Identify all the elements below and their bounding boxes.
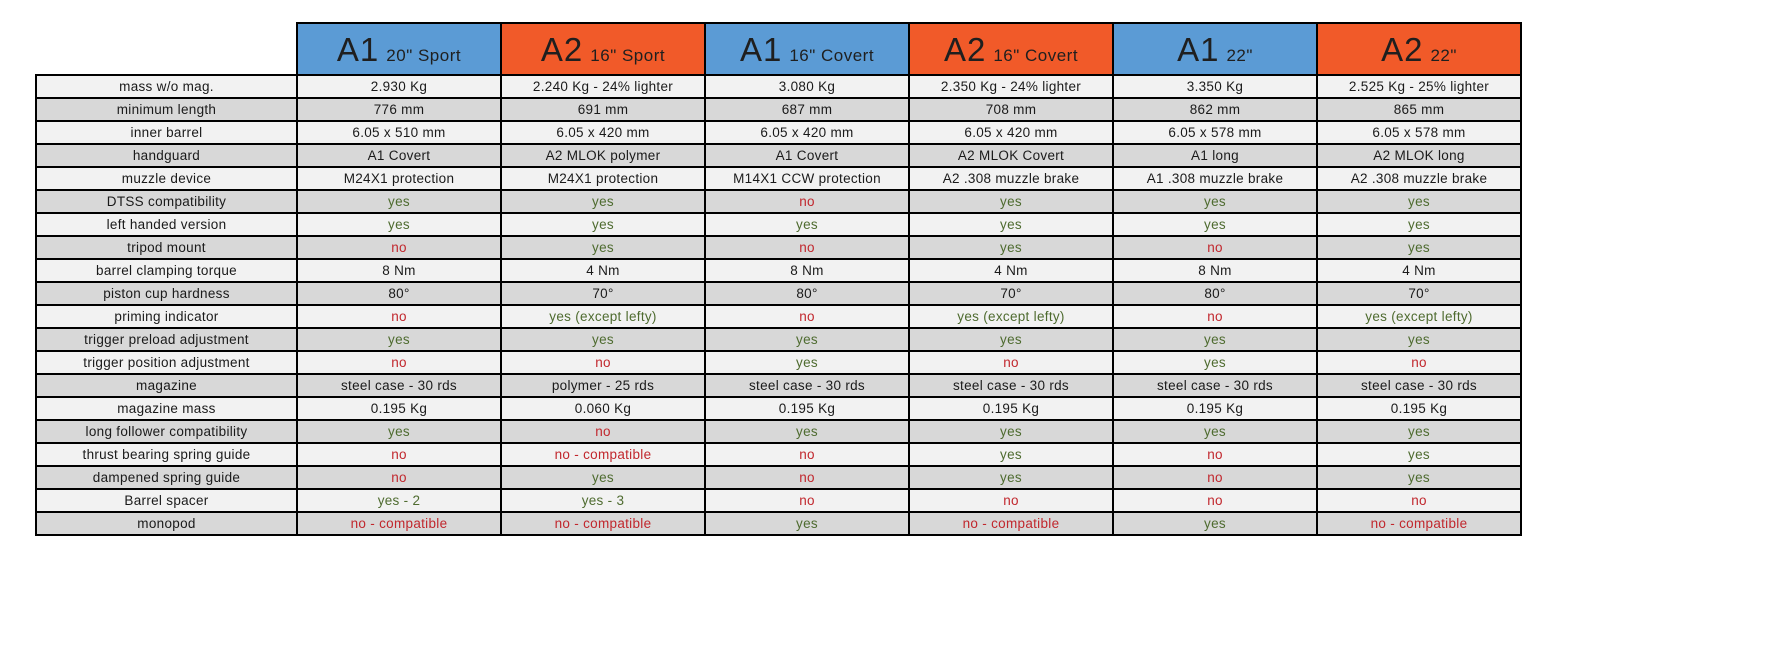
spec-cell: 6.05 x 420 mm bbox=[705, 121, 909, 144]
column-header-2-a2 bbox=[501, 23, 705, 75]
spec-cell: yes bbox=[1113, 351, 1317, 374]
spec-cell: yes bbox=[1113, 190, 1317, 213]
spec-cell: yes bbox=[909, 213, 1113, 236]
spec-cell: steel case - 30 rds bbox=[1317, 374, 1521, 397]
spec-cell: 3.080 Kg bbox=[705, 75, 909, 98]
spec-cell: A1 Covert bbox=[705, 144, 909, 167]
spec-cell: yes bbox=[1317, 213, 1521, 236]
spec-cell: 2.930 Kg bbox=[297, 75, 501, 98]
model-name-label: A1 bbox=[1177, 30, 1220, 68]
spec-cell: 4 Nm bbox=[501, 259, 705, 282]
spec-cell: yes bbox=[1113, 420, 1317, 443]
table-row bbox=[36, 489, 1521, 512]
spec-cell: polymer - 25 rds bbox=[501, 374, 705, 397]
spec-cell: yes bbox=[1317, 466, 1521, 489]
spec-cell: no bbox=[297, 351, 501, 374]
header-corner-spacer bbox=[36, 23, 297, 75]
spec-cell: no bbox=[297, 305, 501, 328]
spec-cell: yes bbox=[1317, 328, 1521, 351]
spec-cell: 708 mm bbox=[909, 98, 1113, 121]
row-label: piston cup hardness bbox=[36, 282, 297, 305]
spec-cell: no bbox=[705, 305, 909, 328]
spec-cell: yes bbox=[1317, 190, 1521, 213]
column-header-4-a2 bbox=[909, 23, 1113, 75]
row-label: muzzle device bbox=[36, 167, 297, 190]
row-label: handguard bbox=[36, 144, 297, 167]
spec-cell: no bbox=[1113, 305, 1317, 328]
table-row bbox=[36, 259, 1521, 282]
header-row bbox=[36, 23, 1521, 75]
spec-cell: no - compatible bbox=[909, 512, 1113, 535]
spec-cell: 6.05 x 578 mm bbox=[1317, 121, 1521, 144]
spec-cell: no - compatible bbox=[501, 443, 705, 466]
spec-cell: 6.05 x 510 mm bbox=[297, 121, 501, 144]
spec-cell: yes bbox=[1113, 328, 1317, 351]
table-row bbox=[36, 305, 1521, 328]
table-header bbox=[36, 23, 1521, 75]
spec-cell: 8 Nm bbox=[705, 259, 909, 282]
model-name-label: A1 bbox=[336, 30, 380, 68]
spec-cell: 70° bbox=[501, 282, 705, 305]
spec-cell: 862 mm bbox=[1113, 98, 1317, 121]
row-label: dampened spring guide bbox=[36, 466, 297, 489]
spec-cell: yes - 2 bbox=[297, 489, 501, 512]
spec-cell: 0.195 Kg bbox=[909, 397, 1113, 420]
row-label: tripod mount bbox=[36, 236, 297, 259]
model-name-label: A1 bbox=[739, 30, 783, 68]
table-row bbox=[36, 282, 1521, 305]
spec-cell: yes bbox=[705, 328, 909, 351]
model-name-label: A2 bbox=[1381, 30, 1424, 68]
table-row bbox=[36, 466, 1521, 489]
spec-cell: no bbox=[1113, 236, 1317, 259]
spec-cell: yes bbox=[501, 213, 705, 236]
spec-cell: no bbox=[1317, 351, 1521, 374]
spec-cell: steel case - 30 rds bbox=[297, 374, 501, 397]
spec-cell: M24X1 protection bbox=[297, 167, 501, 190]
spec-cell: 4 Nm bbox=[909, 259, 1113, 282]
spec-cell: yes bbox=[909, 236, 1113, 259]
table-row bbox=[36, 351, 1521, 374]
spec-cell: no bbox=[705, 443, 909, 466]
spec-cell: A1 Covert bbox=[297, 144, 501, 167]
spec-cell: no bbox=[1113, 466, 1317, 489]
spec-cell: 0.195 Kg bbox=[705, 397, 909, 420]
spec-cell: 776 mm bbox=[297, 98, 501, 121]
spec-cell: 6.05 x 420 mm bbox=[501, 121, 705, 144]
spec-cell: no bbox=[705, 466, 909, 489]
spec-cell: yes bbox=[297, 190, 501, 213]
spec-cell: A2 MLOK long bbox=[1317, 144, 1521, 167]
row-label: mass w/o mag. bbox=[36, 75, 297, 98]
spec-cell: A1 long bbox=[1113, 144, 1317, 167]
table-body bbox=[36, 75, 1521, 535]
spec-cell: 0.060 Kg bbox=[501, 397, 705, 420]
spec-cell: yes - 3 bbox=[501, 489, 705, 512]
row-label: trigger position adjustment bbox=[36, 351, 297, 374]
spec-cell: 0.195 Kg bbox=[297, 397, 501, 420]
model-name-label: A2 bbox=[943, 30, 987, 68]
table-row bbox=[36, 512, 1521, 535]
spec-cell: no bbox=[501, 351, 705, 374]
spec-cell: 8 Nm bbox=[297, 259, 501, 282]
table-row bbox=[36, 397, 1521, 420]
table-row bbox=[36, 190, 1521, 213]
spec-cell: A2 .308 muzzle brake bbox=[1317, 167, 1521, 190]
spec-cell: 687 mm bbox=[705, 98, 909, 121]
table-row bbox=[36, 236, 1521, 259]
column-header-6-a2 bbox=[1317, 23, 1521, 75]
spec-cell: M14X1 CCW protection bbox=[705, 167, 909, 190]
spec-cell: no bbox=[501, 420, 705, 443]
row-label: monopod bbox=[36, 512, 297, 535]
spec-cell: yes bbox=[1113, 512, 1317, 535]
table-row bbox=[36, 167, 1521, 190]
row-label: inner barrel bbox=[36, 121, 297, 144]
spec-cell: yes bbox=[909, 420, 1113, 443]
column-header-inner bbox=[911, 30, 1111, 68]
spec-cell: yes (except lefty) bbox=[1317, 305, 1521, 328]
spec-cell: steel case - 30 rds bbox=[705, 374, 909, 397]
variant-name-label: 22" bbox=[1226, 45, 1253, 65]
spec-cell: 2.525 Kg - 25% lighter bbox=[1317, 75, 1521, 98]
spec-cell: no - compatible bbox=[297, 512, 501, 535]
variant-name-label: 22" bbox=[1430, 45, 1457, 65]
spec-cell: 4 Nm bbox=[1317, 259, 1521, 282]
table-row bbox=[36, 443, 1521, 466]
row-label: minimum length bbox=[36, 98, 297, 121]
spec-cell: no - compatible bbox=[1317, 512, 1521, 535]
spec-cell: yes bbox=[1113, 213, 1317, 236]
variant-name-label: 20" Sport bbox=[386, 45, 462, 65]
row-label: long follower compatibility bbox=[36, 420, 297, 443]
spec-cell: A2 MLOK Covert bbox=[909, 144, 1113, 167]
spec-cell: no bbox=[297, 443, 501, 466]
spec-cell: 80° bbox=[1113, 282, 1317, 305]
column-header-inner bbox=[299, 30, 499, 68]
spec-cell: 865 mm bbox=[1317, 98, 1521, 121]
spec-cell: yes bbox=[909, 328, 1113, 351]
spec-cell: yes bbox=[909, 190, 1113, 213]
variant-name-label: 16" Covert bbox=[993, 45, 1079, 65]
spec-cell: yes bbox=[1317, 420, 1521, 443]
column-header-1-a1 bbox=[297, 23, 501, 75]
spec-cell: yes bbox=[705, 351, 909, 374]
spec-cell: yes bbox=[1317, 443, 1521, 466]
spec-cell: 0.195 Kg bbox=[1317, 397, 1521, 420]
spec-cell: no bbox=[297, 466, 501, 489]
spec-cell: no bbox=[1113, 443, 1317, 466]
variant-name-label: 16" Covert bbox=[789, 45, 875, 65]
spec-cell: yes bbox=[297, 420, 501, 443]
table-row bbox=[36, 144, 1521, 167]
spec-cell: yes bbox=[501, 190, 705, 213]
spec-cell: steel case - 30 rds bbox=[909, 374, 1113, 397]
spec-cell: yes bbox=[297, 213, 501, 236]
spec-cell: no bbox=[1113, 489, 1317, 512]
spec-cell: yes bbox=[705, 420, 909, 443]
spec-cell: M24X1 protection bbox=[501, 167, 705, 190]
spec-cell: 80° bbox=[297, 282, 501, 305]
table-row bbox=[36, 420, 1521, 443]
spec-cell: no bbox=[297, 236, 501, 259]
row-label: trigger preload adjustment bbox=[36, 328, 297, 351]
spec-cell: 6.05 x 578 mm bbox=[1113, 121, 1317, 144]
spec-cell: yes bbox=[501, 466, 705, 489]
spec-cell: no bbox=[1317, 489, 1521, 512]
table-row bbox=[36, 213, 1521, 236]
spec-cell: no bbox=[909, 351, 1113, 374]
spec-cell: A1 .308 muzzle brake bbox=[1113, 167, 1317, 190]
spec-cell: yes bbox=[909, 443, 1113, 466]
spec-cell: 691 mm bbox=[501, 98, 705, 121]
spec-cell: 3.350 Kg bbox=[1113, 75, 1317, 98]
spec-cell: yes bbox=[705, 213, 909, 236]
spec-cell: yes bbox=[297, 328, 501, 351]
column-header-inner bbox=[707, 30, 907, 68]
table-row bbox=[36, 75, 1521, 98]
column-header-3-a1 bbox=[705, 23, 909, 75]
variant-name-label: 16" Sport bbox=[590, 45, 666, 65]
table-row bbox=[36, 121, 1521, 144]
row-label: Barrel spacer bbox=[36, 489, 297, 512]
column-header-inner bbox=[1115, 30, 1315, 68]
spec-cell: 70° bbox=[1317, 282, 1521, 305]
spec-cell: yes (except lefty) bbox=[909, 305, 1113, 328]
spec-cell: 8 Nm bbox=[1113, 259, 1317, 282]
spec-cell: no bbox=[909, 489, 1113, 512]
row-label: magazine bbox=[36, 374, 297, 397]
spec-comparison-table-wrap bbox=[35, 22, 1522, 536]
table-row bbox=[36, 328, 1521, 351]
row-label: magazine mass bbox=[36, 397, 297, 420]
spec-cell: no - compatible bbox=[501, 512, 705, 535]
spec-cell: 2.350 Kg - 24% lighter bbox=[909, 75, 1113, 98]
model-name-label: A2 bbox=[540, 30, 584, 68]
spec-cell: 0.195 Kg bbox=[1113, 397, 1317, 420]
spec-cell: yes bbox=[501, 236, 705, 259]
spec-cell: 70° bbox=[909, 282, 1113, 305]
spec-cell: steel case - 30 rds bbox=[1113, 374, 1317, 397]
spec-cell: 6.05 x 420 mm bbox=[909, 121, 1113, 144]
row-label: barrel clamping torque bbox=[36, 259, 297, 282]
spec-cell: yes bbox=[1317, 236, 1521, 259]
spec-cell: yes bbox=[501, 328, 705, 351]
column-header-inner bbox=[1319, 30, 1519, 68]
spec-comparison-table bbox=[35, 22, 1522, 536]
spec-cell: yes (except lefty) bbox=[501, 305, 705, 328]
table-row bbox=[36, 374, 1521, 397]
column-header-5-a1 bbox=[1113, 23, 1317, 75]
spec-cell: yes bbox=[909, 466, 1113, 489]
row-label: thrust bearing spring guide bbox=[36, 443, 297, 466]
spec-cell: no bbox=[705, 489, 909, 512]
spec-cell: A2 .308 muzzle brake bbox=[909, 167, 1113, 190]
spec-cell: no bbox=[705, 190, 909, 213]
column-header-inner bbox=[503, 30, 703, 68]
spec-cell: 2.240 Kg - 24% lighter bbox=[501, 75, 705, 98]
row-label: DTSS compatibility bbox=[36, 190, 297, 213]
row-label: left handed version bbox=[36, 213, 297, 236]
spec-cell: A2 MLOK polymer bbox=[501, 144, 705, 167]
spec-cell: yes bbox=[705, 512, 909, 535]
row-label: priming indicator bbox=[36, 305, 297, 328]
spec-cell: no bbox=[705, 236, 909, 259]
table-row bbox=[36, 98, 1521, 121]
spec-cell: 80° bbox=[705, 282, 909, 305]
